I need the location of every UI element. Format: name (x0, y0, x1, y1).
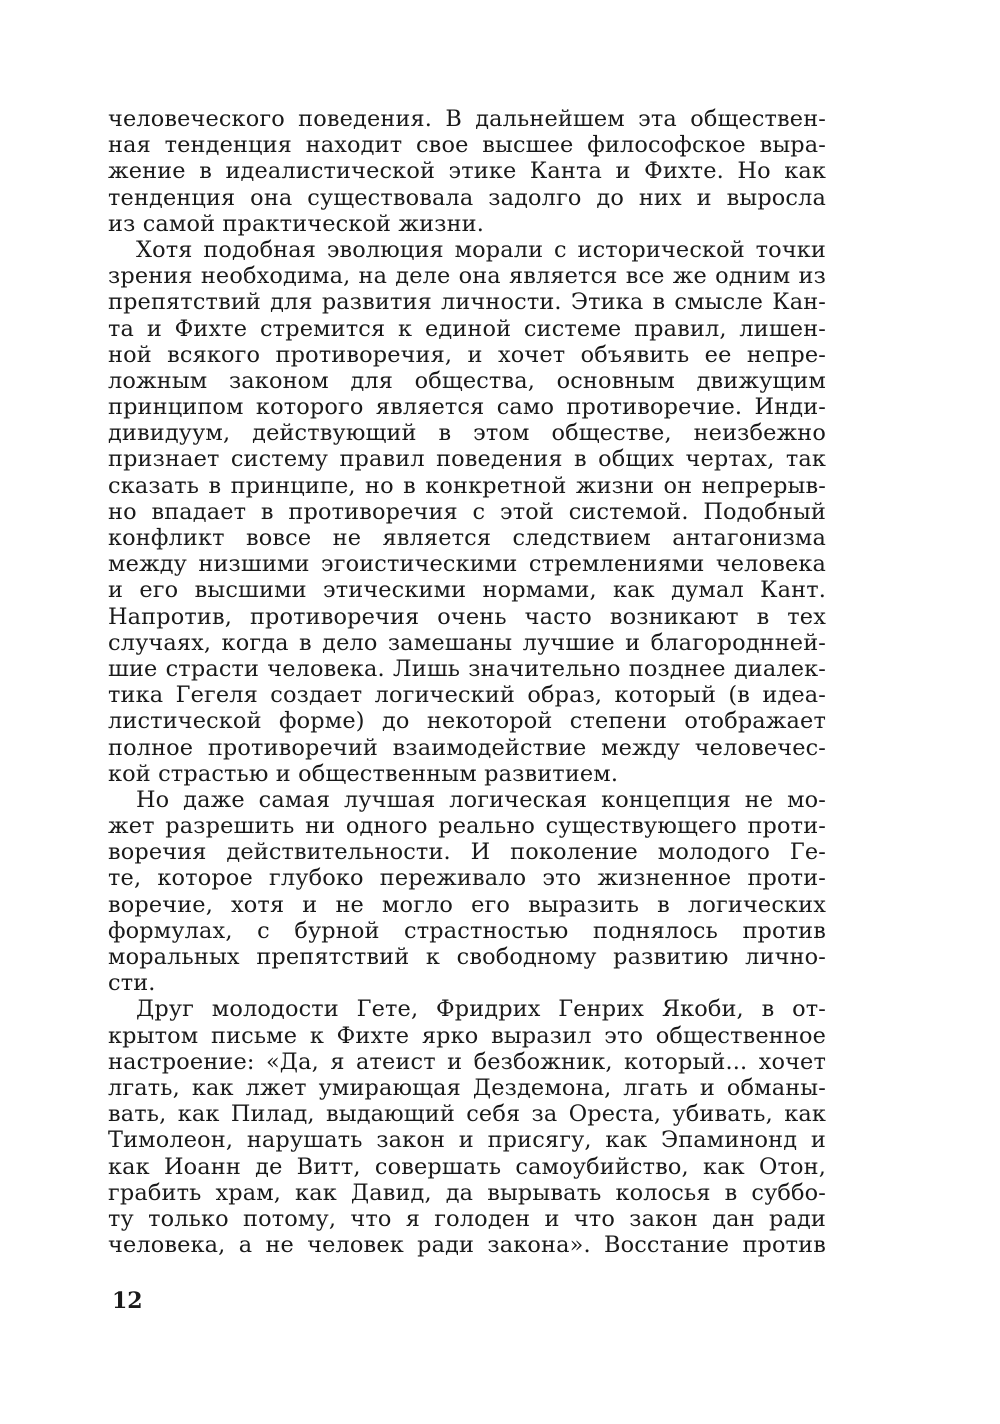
text-line: ной всякого противоречия, и хочет объявить ее непре- (108, 341, 826, 368)
text-line: ложным законом для общества, основным движущим (108, 367, 826, 394)
text-line: между низшими эгоистическими стремлениями человека (108, 551, 826, 578)
text-line: крытом письме к Фихте ярко выразил это общественное (108, 1022, 826, 1049)
text-line: та и Фихте стремится к единой системе правил, лишен- (108, 315, 826, 342)
text-line: из самой практической жизни. (108, 210, 484, 237)
text-line: лгать, как лжет умирающая Дездемона, лгать и обманы- (108, 1074, 826, 1101)
text-line: моральных препятствий к свободному развитию лично- (108, 944, 826, 970)
text-line: принципом которого является само противоречие. Инди- (108, 394, 826, 421)
text-line: и его высшими этическими нормами, как думал Кант. (108, 577, 826, 604)
text-line: как Иоанн де Витт, совершать самоубийство, как Отон, (108, 1153, 826, 1180)
text-line: человеческого поведения. В дальнейшем эта обществен- (108, 106, 826, 132)
text-line: грабить храм, как Давид, да вырывать колосья в суббо- (108, 1179, 826, 1206)
text-line: листической форме) до некоторой степени отображает (108, 708, 826, 735)
text-line: Друг молодости Гете, Фридрих Генрих Якоби, в от- (136, 996, 826, 1023)
text-line: Тимолеон, нарушать закон и присягу, как Эпаминонд и (108, 1127, 826, 1154)
text-line: Хотя подобная эволюция морали с исторической точки (136, 236, 826, 263)
paragraph (108, 106, 826, 237)
text-line: те, которое глубоко переживало это жизненное проти- (108, 865, 826, 892)
text-line: воречие, хотя и не могло его выразить в логических (108, 891, 826, 918)
text-line: ту только потому, что я голоден и что закон дан ради (108, 1205, 826, 1232)
text-line: вать, как Пилад, выдающий себя за Ореста, убивать, как (108, 1101, 826, 1128)
text-line: Но даже самая лучшая логическая концепция не мо- (136, 786, 826, 813)
text-line: человека, а не человек ради закона». Восстание против (108, 1232, 826, 1259)
page-number: 12 (112, 1288, 143, 1314)
text-line: тенденция она существовала задолго до них и выросла (108, 184, 826, 211)
text-line: Напротив, противоречия очень часто возникают в тех (108, 603, 826, 630)
text-line: конфликт вовсе не является следствием антагонизма (108, 525, 826, 551)
text-line: кой страстью и общественным развитием. (108, 760, 619, 787)
text-line: полное противоречий взаимодействие между человечес- (108, 734, 826, 761)
text-line: сти. (108, 970, 156, 997)
paragraph (108, 237, 826, 787)
text-line: зрения необходима, на деле она является все же одним из (108, 263, 826, 290)
body-text (108, 106, 826, 1258)
text-line: случаях, когда в дело замешаны лучшие и благороднней- (108, 629, 826, 656)
text-line: жение в идеалистической этике Канта и Фихте. Но как (108, 158, 826, 185)
text-line: жет разрешить ни одного реально существующего проти- (108, 813, 826, 840)
text-line: сказать в принципе, но в конкретной жизни он непрерыв- (108, 472, 826, 499)
text-line: воречия действительности. И поколение молодого Ге- (108, 839, 826, 866)
text-line: препятствий для развития личности. Этика в смысле Кан- (108, 289, 826, 316)
paragraph (108, 787, 826, 997)
text-line: шие страсти человека. Лишь значительно позднее диалек- (108, 655, 826, 682)
text-line: но впадает в противоречия с этой системой. Подобный (108, 498, 826, 525)
text-line: тика Гегеля создает логический образ, который (в идеа- (108, 682, 826, 709)
text-line: настроение: «Да, я атеист и безбожник, который... хочет (108, 1048, 826, 1075)
paragraph (108, 996, 826, 1258)
text-line: формулах, с бурной страстностью поднялось против (108, 917, 826, 944)
text-line: дивидуум, действующий в этом обществе, неизбежно (108, 420, 826, 447)
text-line: ная тенденция находит свое высшее философское выра- (108, 132, 826, 159)
text-line: признает систему правил поведения в общих чертах, так (108, 446, 826, 473)
